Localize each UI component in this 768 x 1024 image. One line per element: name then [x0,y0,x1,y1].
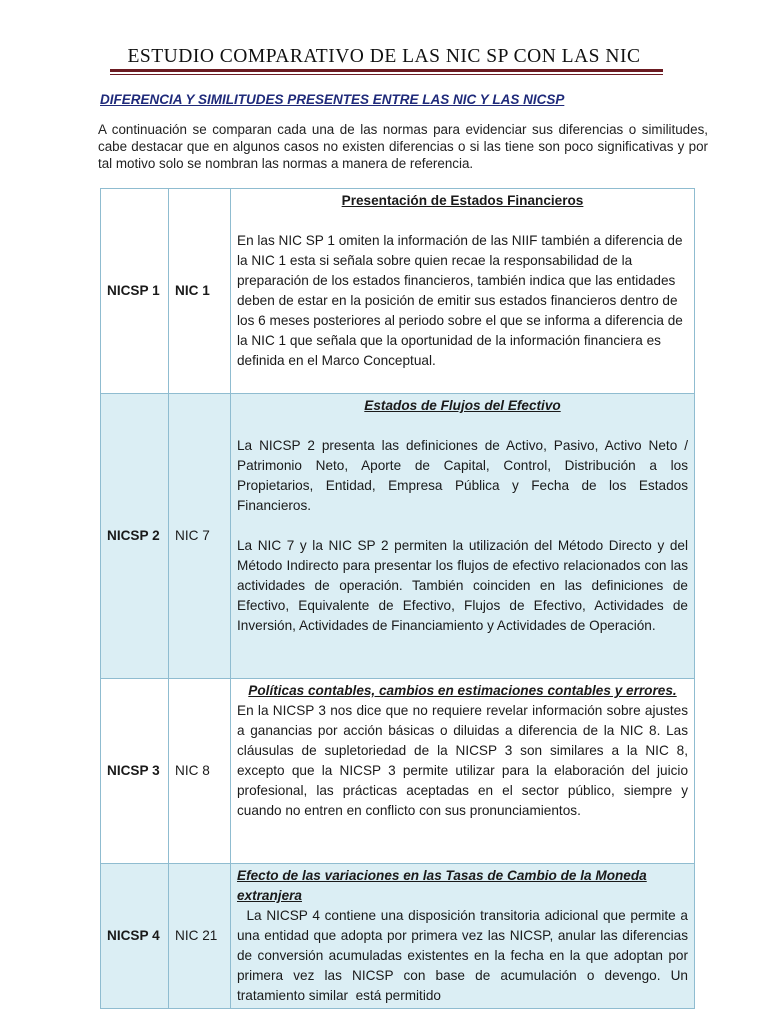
description-cell [231,189,695,394]
intro-paragraph: A continuación se comparan cada una de las normas para evidenciar sus diferencias o similitudes, cabe destacar que en algunos casos no existen diferencias o si las tiene son poco significativas y por tal motivo solo se nombran las normas a manera de referencia. [98,122,708,171]
nicsp-cell: NICSP 2 [101,394,169,679]
nicsp-cell: NICSP 3 [101,679,169,864]
row-paragraph: La NICSP 2 presenta las definiciones de Activo, Pasivo, Activo Neto / Patrimonio Neto, Aporte de Capital, Control, Distribución a los Propietarios, Entidad, Empresa Pública y Fecha de los Estados Financieros. [237,438,688,513]
row-paragraph: La NIC 7 y la NIC SP 2 permiten la utilización del Método Directo y del Método Indirecto para presentar los flujos de efectivo relacionados con las actividades de operación. También coinciden en las definiciones de Efectivo, Equivalente de Efectivo, Flujos de Efectivo, Actividades de Inversión, Actividades de Financiamiento y Actividades de Operación. [237,538,688,633]
description-cell [231,679,695,864]
nicsp-cell: NICSP 4 [101,864,169,1009]
nic-cell: NIC 8 [169,679,231,864]
row-title: Efecto de las variaciones en las Tasas de Cambio de la Moneda extranjera [237,868,647,903]
description-cell [231,394,695,679]
table-row [101,394,695,679]
title-rule [110,69,663,72]
comparison-table [100,188,695,1009]
row-title: Estados de Flujos del Efectivo [364,398,561,413]
row-title: Presentación de Estados Financieros [341,193,584,208]
title-rule-thin [110,74,663,75]
section-subtitle: DIFERENCIA Y SIMILITUDES PRESENTES ENTRE LAS NIC Y LAS NICSP [100,92,565,107]
row-paragraph: En las NIC SP 1 omiten la información de las NIIF también a diferencia de la NIC 1 esta si señala sobre quien recae la responsabilidad de la preparación de los estados financieros, también indica que las entidades deben de estar en la posición de emitir sus estados financieros dentro de los 6 meses posteriores al periodo sobre el que se informa a diferencia de la NIC 1 que señala que la oportunidad de la información financiera es definida en el Marco Conceptual. [237,233,683,368]
row-title: Políticas contables, cambios en estimaciones contables y errores. [248,683,677,698]
document-title: ESTUDIO COMPARATIVO DE LAS NIC SP CON LAS NIC [127,46,641,67]
table-row [101,679,695,864]
row-paragraph: La NICSP 4 contiene una disposición transitoria adicional que permite a una entidad que adopta por primera vez las NICSP, anular las diferencias de conversión acumuladas existentes en la fecha en la que adoptan por primera vez las NICSP con base de acumulación o devengo. Un tratamiento similar está permitido [237,908,692,1003]
nicsp-cell: NICSP 1 [101,189,169,394]
table-row [101,189,695,394]
description-cell [231,864,695,1009]
table-row [101,864,695,1009]
nic-cell: NIC 1 [169,189,231,394]
nic-cell: NIC 7 [169,394,231,679]
row-paragraph: En la NICSP 3 nos dice que no requiere revelar información sobre ajustes a ganancias por acción básicas o diluidas a diferencia de la NIC 8. Las cláusulas de supletoriedad de la NICSP 3 son similares a la NIC 8, excepto que la NICSP 3 permite utilizar para la elaboración del juicio profesional, las prácticas aceptadas en el sector público, siempre y cuando no entren en conflicto con sus pronunciamientos. [237,703,688,818]
nic-cell: NIC 21 [169,864,231,1009]
